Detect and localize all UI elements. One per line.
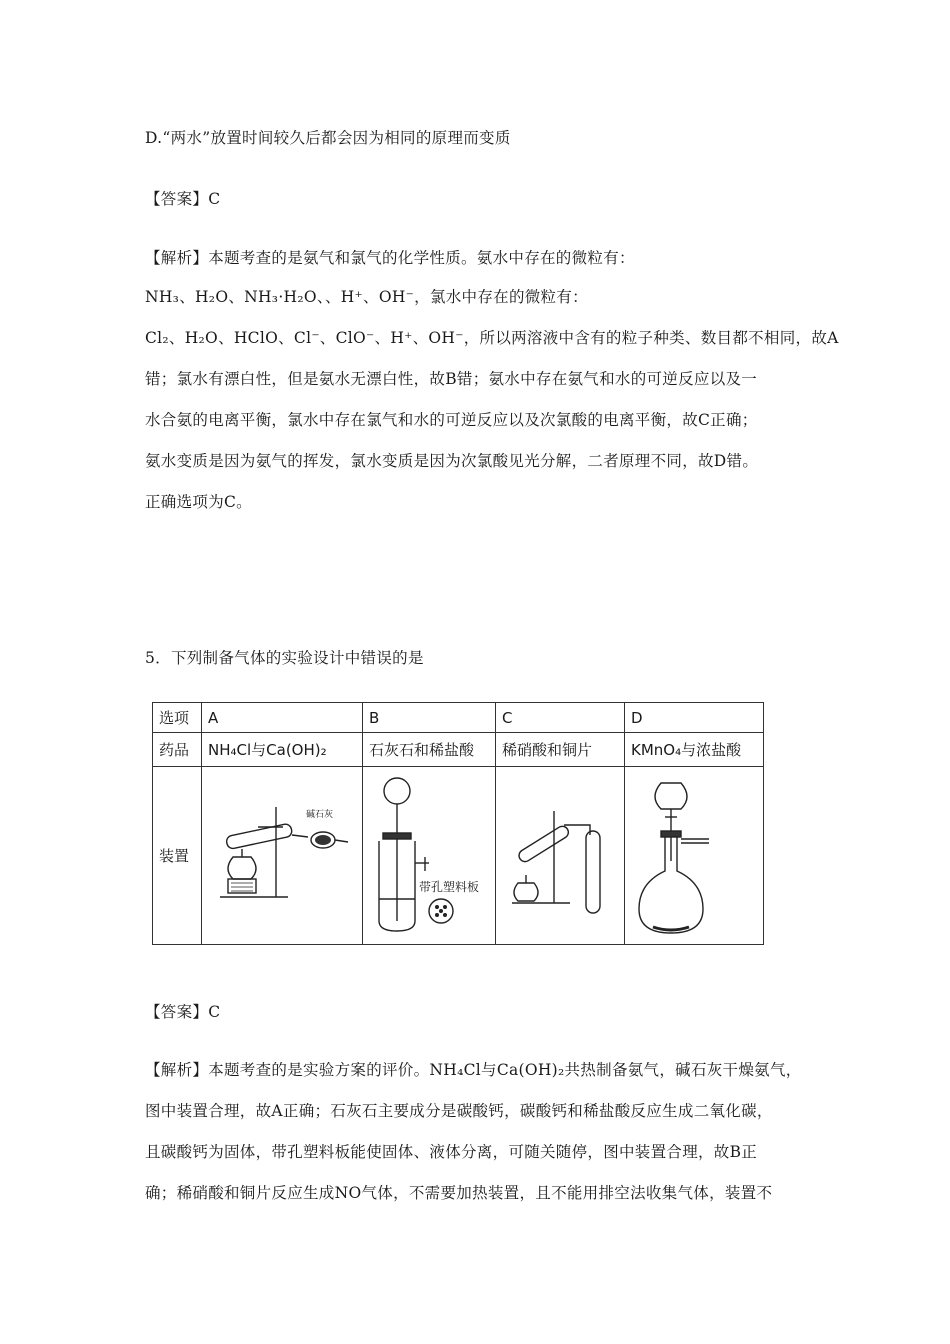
answer-value: C	[208, 1003, 221, 1021]
table-header-option: 选项	[153, 703, 202, 733]
q5-answer	[145, 1000, 220, 1022]
table-cell-option-c: C	[496, 703, 625, 733]
table-row-reagents	[153, 733, 764, 767]
table-cell-option-b: B	[363, 703, 496, 733]
table-row-apparatus	[153, 767, 764, 945]
q5-analysis-line-4: 确；稀硝酸和铜片反应生成NO气体，不需要加热装置，且不能用排空法收集气体，装置不	[145, 1184, 773, 1202]
q4-analysis-line-1: 【解析】本题考查的是氨气和氯气的化学性质。氨水中存在的微粒有：	[145, 249, 635, 267]
apparatus-b-drawing	[369, 771, 489, 941]
q4-species-cl2: Cl₂、H₂O、HClO、Cl⁻、ClO⁻、H⁺、OH⁻，所以两溶液中含有的粒子种类、数目都不相同，故A	[145, 329, 839, 347]
q4-analysis-line-6: 氨水变质是因为氨气的挥发，氯水变质是因为次氯酸见光分解，二者原理不同，故D错。	[145, 452, 759, 470]
q5-stem: 5．下列制备气体的实验设计中错误的是	[145, 649, 424, 667]
table-row-options	[153, 703, 764, 733]
analysis-label: 【解析】	[145, 1061, 209, 1079]
q4-analysis-line-7: 正确选项为C。	[145, 493, 252, 511]
table-cell-option-a: A	[202, 703, 363, 733]
apparatus-c-drawing	[502, 771, 618, 941]
option-d-text: D.“两水”放置时间较久后都会因为相同的原理而变质	[145, 129, 511, 147]
answer-label: 【答案】	[145, 1003, 209, 1021]
apparatus-c	[496, 767, 625, 945]
answer-label: 【答案】	[145, 190, 209, 208]
apparatus-d-drawing	[631, 771, 757, 941]
table-header-apparatus: 装置	[153, 767, 202, 945]
q4-answer	[145, 187, 220, 209]
table-cell-reagent-b: 石灰石和稀盐酸	[363, 733, 496, 767]
table-header-reagent: 药品	[153, 733, 202, 767]
q4-analysis-line-5: 水合氨的电离平衡，氯水中存在氯气和水的可逆反应以及次氯酸的电离平衡，故C正确；	[145, 411, 758, 429]
q4-species-nh3: NH₃、H₂O、NH₃·H₂O、、H⁺、OH⁻，氯水中存在的微粒有：	[145, 288, 588, 306]
apparatus-a	[202, 767, 363, 945]
q4-analysis-line-4: 错；氯水有漂白性，但是氨水无漂白性，故B错；氨水中存在氨气和水的可逆反应以及一	[145, 370, 758, 388]
table-cell-reagent-a: NH₄Cl与Ca(OH)₂	[202, 733, 363, 767]
table-cell-reagent-d: KMnO₄与浓盐酸	[625, 733, 764, 767]
q5-analysis-line-3: 且碳酸钙为固体，带孔塑料板能使固体、液体分离，可随关随停，图中装置合理，故B正	[145, 1143, 758, 1161]
q5-analysis-line-1: 【解析】本题考查的是实验方案的评价。NH₄Cl与Ca(OH)₂共热制备氨气，碱石灰干燥氨气，	[145, 1061, 802, 1079]
table-cell-reagent-c: 稀硝酸和铜片	[496, 733, 625, 767]
apparatus-b	[363, 767, 496, 945]
analysis-label: 【解析】	[145, 249, 209, 267]
label-perforated-plate: 带孔塑料板	[419, 879, 480, 894]
apparatus-d	[625, 767, 764, 945]
table-cell-option-d: D	[625, 703, 764, 733]
label-soda-lime: 碱石灰	[306, 809, 334, 820]
q5-analysis-line-2: 图中装置合理，故A正确；石灰石主要成分是碳酸钙，碳酸钙和稀盐酸反应生成二氧化碳，	[145, 1102, 773, 1120]
answer-value: C	[208, 190, 221, 208]
options-table	[152, 702, 764, 945]
apparatus-a-drawing	[208, 771, 356, 941]
